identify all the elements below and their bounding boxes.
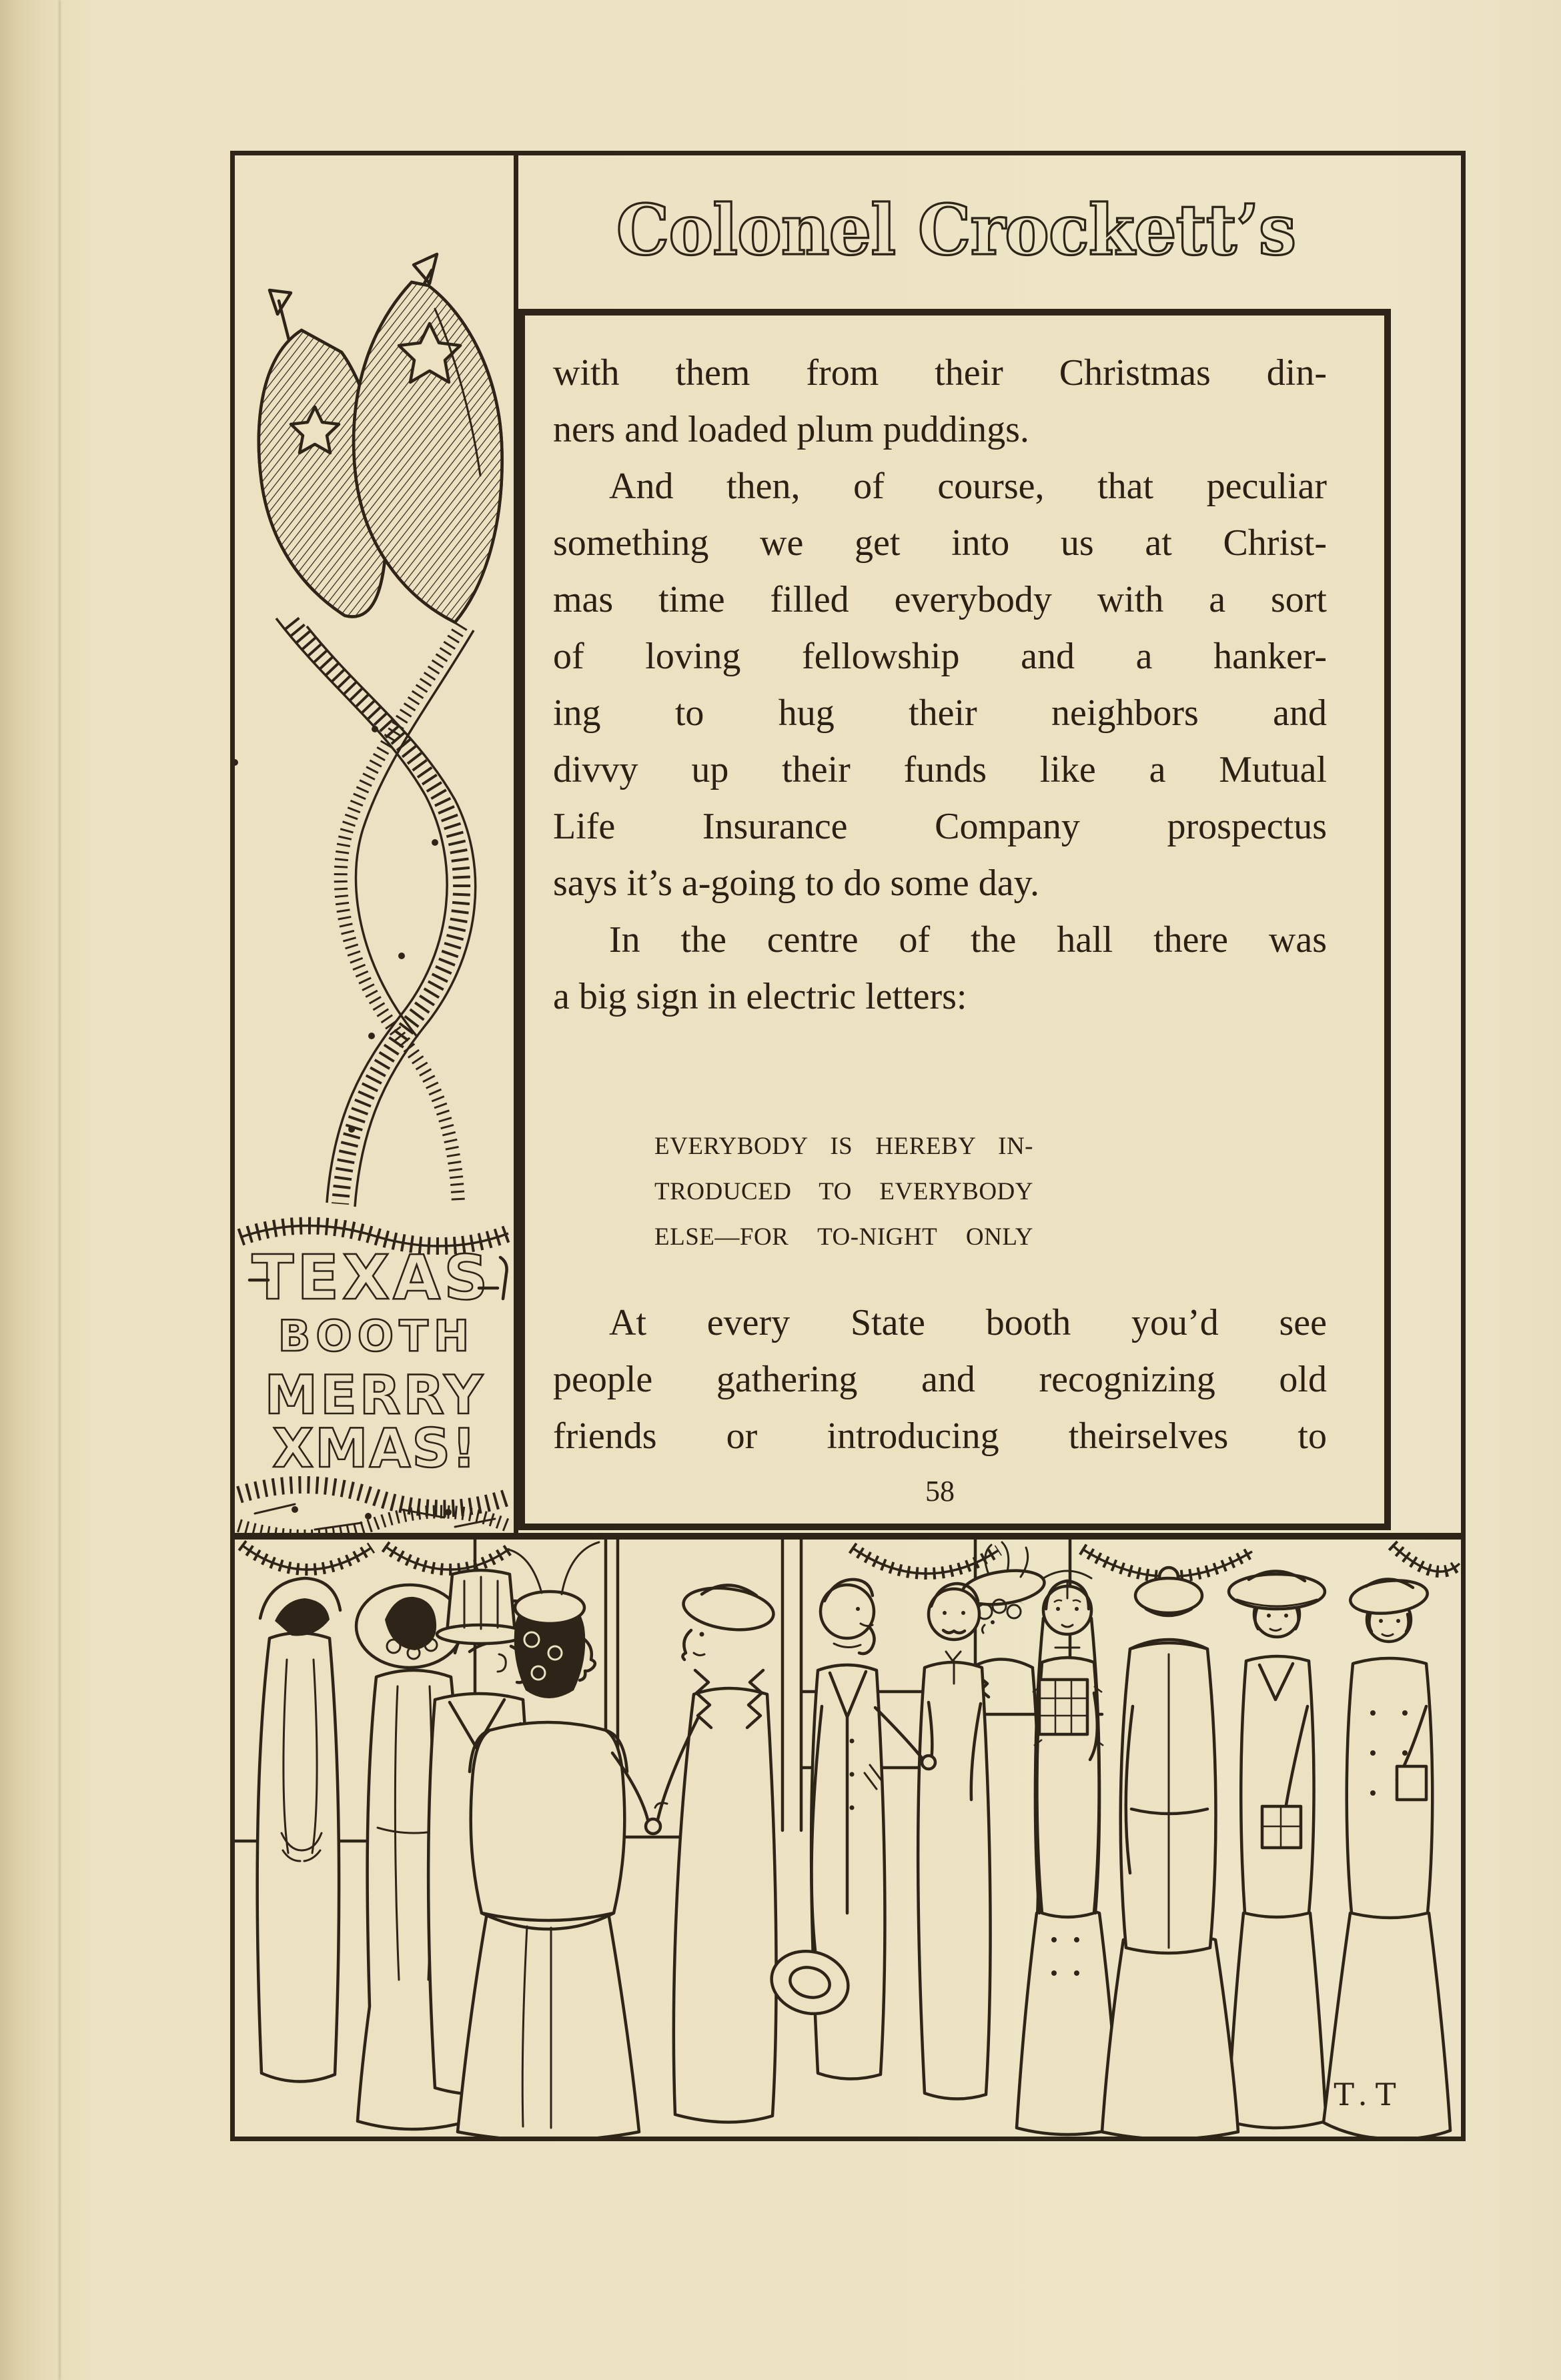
- plaid-gift-box: [1039, 1680, 1087, 1734]
- body-text-continued: [553, 1295, 1327, 1465]
- booth-sign-line-booth: BOOTH: [278, 1312, 475, 1361]
- electric-sign-text: [654, 1124, 1033, 1260]
- text-line: ners and loaded plum puddings.: [553, 409, 1029, 450]
- page-number: 58: [925, 1475, 955, 1508]
- crowd-illustration: [235, 1540, 1461, 2137]
- texas-booth-illustration: [235, 155, 514, 1534]
- figure-lady-bighat: [1227, 1571, 1326, 2128]
- text-line: with them from their Christmas din-: [553, 352, 1327, 394]
- figure-man-suit-boater: [765, 1580, 935, 2079]
- garland-braid-illustration: [235, 618, 476, 1207]
- text-line: TRODUCED TO EVERYBODY: [654, 1178, 1033, 1205]
- text-line: a big sign in electric letters:: [553, 976, 967, 1017]
- text-line: At every State booth you’d see: [609, 1302, 1327, 1343]
- text-line: people gathering and recognizing old: [553, 1359, 1327, 1400]
- text-line: something we get into us at Christ-: [553, 522, 1327, 564]
- booth-sign: [249, 1242, 507, 1479]
- figure-lady-back-big: [1102, 1568, 1238, 2137]
- booth-sign-line-merry: MERRY: [264, 1364, 486, 1426]
- text-line: mas time filled everybody with a sort: [553, 579, 1327, 620]
- figure-lady-back-left: [257, 1578, 340, 2082]
- text-line: Life Insurance Company prospectus: [553, 806, 1327, 847]
- text-line: And then, of course, that peculiar: [609, 466, 1327, 507]
- artist-signature: T.T: [1334, 2076, 1404, 2113]
- figure-lady-veil-gift: [1017, 1571, 1119, 2135]
- page-title: Colonel Crockett’s: [616, 189, 1296, 271]
- figure-lady-edge: [1324, 1577, 1450, 2137]
- greenery-illustration: [239, 1485, 511, 1534]
- text-line: says it’s a-going to do some day.: [553, 862, 1039, 904]
- text-box: [518, 309, 1391, 1530]
- figure-lady-fur-boa: [655, 1583, 776, 2123]
- text-line: EVERYBODY IS HEREBY IN-: [654, 1133, 1033, 1160]
- illustration-top-rule: [235, 1533, 1461, 1540]
- text-line: of loving fellowship and a hanker-: [553, 636, 1327, 677]
- texas-booth-panel: [235, 155, 518, 1534]
- body-text: [553, 345, 1327, 1025]
- text-line: friends or introducing theirselves to: [553, 1415, 1327, 1457]
- text-line: divvy up their funds like a Mutual: [553, 749, 1327, 790]
- text-line: ing to hug their neighbors and: [553, 692, 1327, 734]
- text-line: In the centre of the hall there was: [609, 919, 1327, 961]
- booth-sign-line-xmas: XMAS!: [272, 1417, 478, 1479]
- booth-sign-line-texas: TEXAS: [251, 1242, 492, 1313]
- text-line: ELSE—FOR TO-NIGHT ONLY: [654, 1223, 1033, 1251]
- figure-man-mustache: [918, 1584, 990, 2099]
